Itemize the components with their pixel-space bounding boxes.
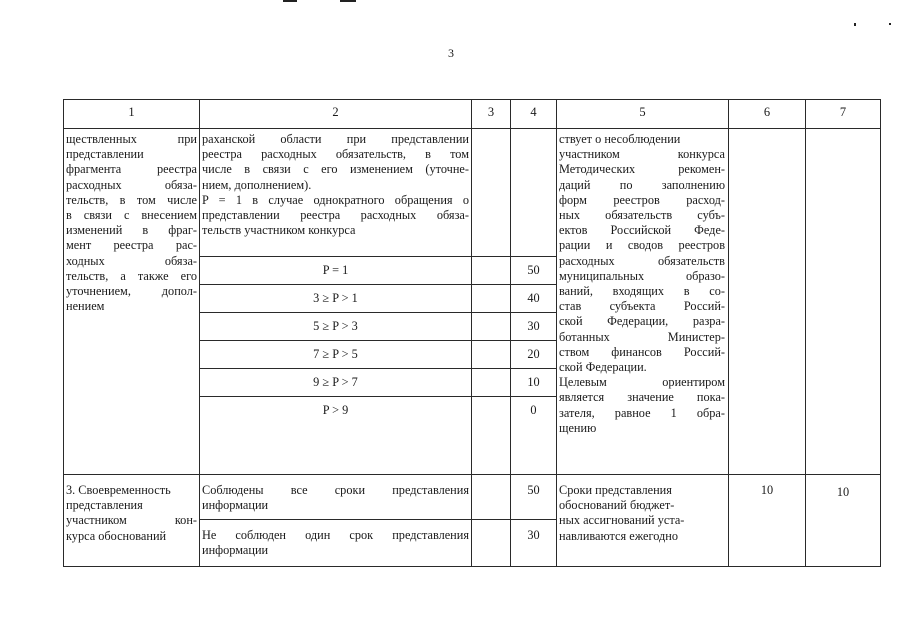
- text-line: ваний, входящих в со-: [559, 284, 725, 299]
- score: 50: [527, 483, 540, 497]
- condition: P > 9: [322, 403, 349, 417]
- text-line: курса обоснований: [66, 528, 167, 543]
- text-line: представлении реестра расходных обяза-: [202, 208, 469, 223]
- text-line: ных обязательств субъ-: [559, 208, 725, 223]
- text-line: раханской области при представлении: [202, 132, 469, 146]
- criterion-note: [559, 483, 725, 544]
- scan-mark: [340, 0, 356, 2]
- table-rule: [199, 519, 556, 520]
- table-rule: [199, 284, 556, 285]
- text-line: изменений в фраг-: [66, 223, 197, 238]
- text-line: щению: [559, 420, 597, 435]
- score: 50: [527, 263, 540, 277]
- criterion-name: [66, 483, 197, 544]
- table-rule: [199, 256, 556, 257]
- table-rule: [199, 396, 556, 397]
- text-line: Целевым ориентиром: [559, 375, 725, 390]
- text-line: ных ассигнований уста-: [559, 513, 685, 528]
- text-line: ходных обяза-: [66, 253, 197, 268]
- text-line: ствует о несоблюдении: [559, 132, 681, 146]
- text-line: навливаются ежегодно: [559, 528, 679, 543]
- text-line: информации: [202, 543, 269, 558]
- text-line: нием, дополнением).: [202, 177, 312, 192]
- condition: P = 1: [322, 263, 349, 277]
- text-line: участником конкурса: [559, 147, 725, 162]
- scan-mark: [889, 23, 891, 25]
- table-rule: [556, 99, 557, 567]
- text-line: зателя, равное 1 обра-: [559, 405, 725, 420]
- text-line: числе в связи с его изменением (уточне-: [202, 162, 469, 177]
- text-line: фрагмента реестра: [66, 162, 197, 177]
- text-line: муниципальных образо-: [559, 268, 725, 283]
- table-rule: [63, 474, 881, 475]
- text-line: представления: [66, 498, 143, 513]
- scan-mark: [283, 0, 297, 2]
- text-line: уточнением, допол-: [66, 284, 197, 299]
- text-line: даций по заполнению: [559, 177, 725, 192]
- text-line: Методических рекомен-: [559, 162, 725, 177]
- text-line: Соблюдены все сроки представления: [202, 483, 469, 497]
- text-line: форм реестров расход-: [559, 192, 725, 207]
- text-line: расходных обязательств: [559, 253, 725, 268]
- score: 20: [527, 347, 540, 361]
- text-line: тельств, в том числе: [66, 192, 197, 207]
- column-header: 3: [487, 105, 495, 119]
- score: 0: [530, 403, 537, 417]
- text-line: информации: [202, 498, 269, 513]
- scan-mark: [854, 23, 856, 26]
- criterion-name: [66, 132, 197, 314]
- text-line: 3. Своевременность: [66, 483, 171, 497]
- condition: [202, 483, 469, 513]
- table-rule: [63, 128, 881, 129]
- criterion-description: [202, 132, 469, 238]
- text-line: ством финансов Россий-: [559, 344, 725, 359]
- page-number: 3: [448, 46, 454, 60]
- score: 10: [527, 375, 540, 389]
- text-line: является значение пока-: [559, 390, 725, 405]
- column-header: 5: [639, 105, 646, 119]
- score: 40: [527, 291, 540, 305]
- column-header: 6: [763, 105, 771, 119]
- table-rule: [471, 99, 472, 567]
- criteria-table: [63, 99, 881, 567]
- text-line: Не соблюден один срок представления: [202, 528, 469, 542]
- text-line: участником кон-: [66, 513, 197, 528]
- text-line: рации и сводов реестров: [559, 238, 725, 253]
- condition: 7 ≥ P > 5: [313, 347, 358, 361]
- column-header: 4: [530, 105, 537, 119]
- condition: [202, 528, 469, 558]
- text-line: P = 1 в случае однократного обращения о: [202, 192, 469, 207]
- text-line: тельств участником конкурса: [202, 223, 356, 238]
- table-rule: [63, 566, 881, 567]
- score: 30: [527, 528, 540, 542]
- text-line: реестра расходных обязательств, в том: [202, 147, 469, 162]
- text-line: нением: [66, 299, 105, 314]
- column-header: 2: [332, 105, 339, 119]
- text-line: ской Федерации, разра-: [559, 314, 725, 329]
- text-line: расходных обяза-: [66, 177, 197, 192]
- condition: 5 ≥ P > 3: [313, 319, 358, 333]
- condition: 3 ≥ P > 1: [313, 291, 358, 305]
- weight-value: 10: [760, 483, 774, 497]
- text-line: тельств, а также его: [66, 268, 197, 283]
- column-header: 1: [128, 105, 135, 119]
- text-line: ектов Российской Феде-: [559, 223, 725, 238]
- max-score-value: 10: [836, 485, 850, 499]
- condition: 9 ≥ P > 7: [313, 375, 358, 389]
- table-rule: [199, 340, 556, 341]
- text-line: мент реестра рас-: [66, 238, 197, 253]
- text-line: став субъекта Россий-: [559, 299, 725, 314]
- text-line: ской Федерации.: [559, 360, 647, 375]
- score: 30: [527, 319, 540, 333]
- text-line: обоснований бюджет-: [559, 498, 675, 513]
- table-rule: [63, 99, 64, 567]
- table-rule: [880, 99, 881, 567]
- text-line: ботанных Министер-: [559, 329, 725, 344]
- text-line: ществленных при: [66, 132, 197, 146]
- table-rule: [199, 368, 556, 369]
- table-rule: [63, 99, 881, 100]
- text-line: в связи с внесением: [66, 208, 197, 223]
- text-line: представлении: [66, 147, 144, 162]
- text-line: Сроки представления: [559, 483, 672, 497]
- column-header: 7: [839, 105, 847, 119]
- table-rule: [199, 312, 556, 313]
- criterion-note: [559, 132, 725, 436]
